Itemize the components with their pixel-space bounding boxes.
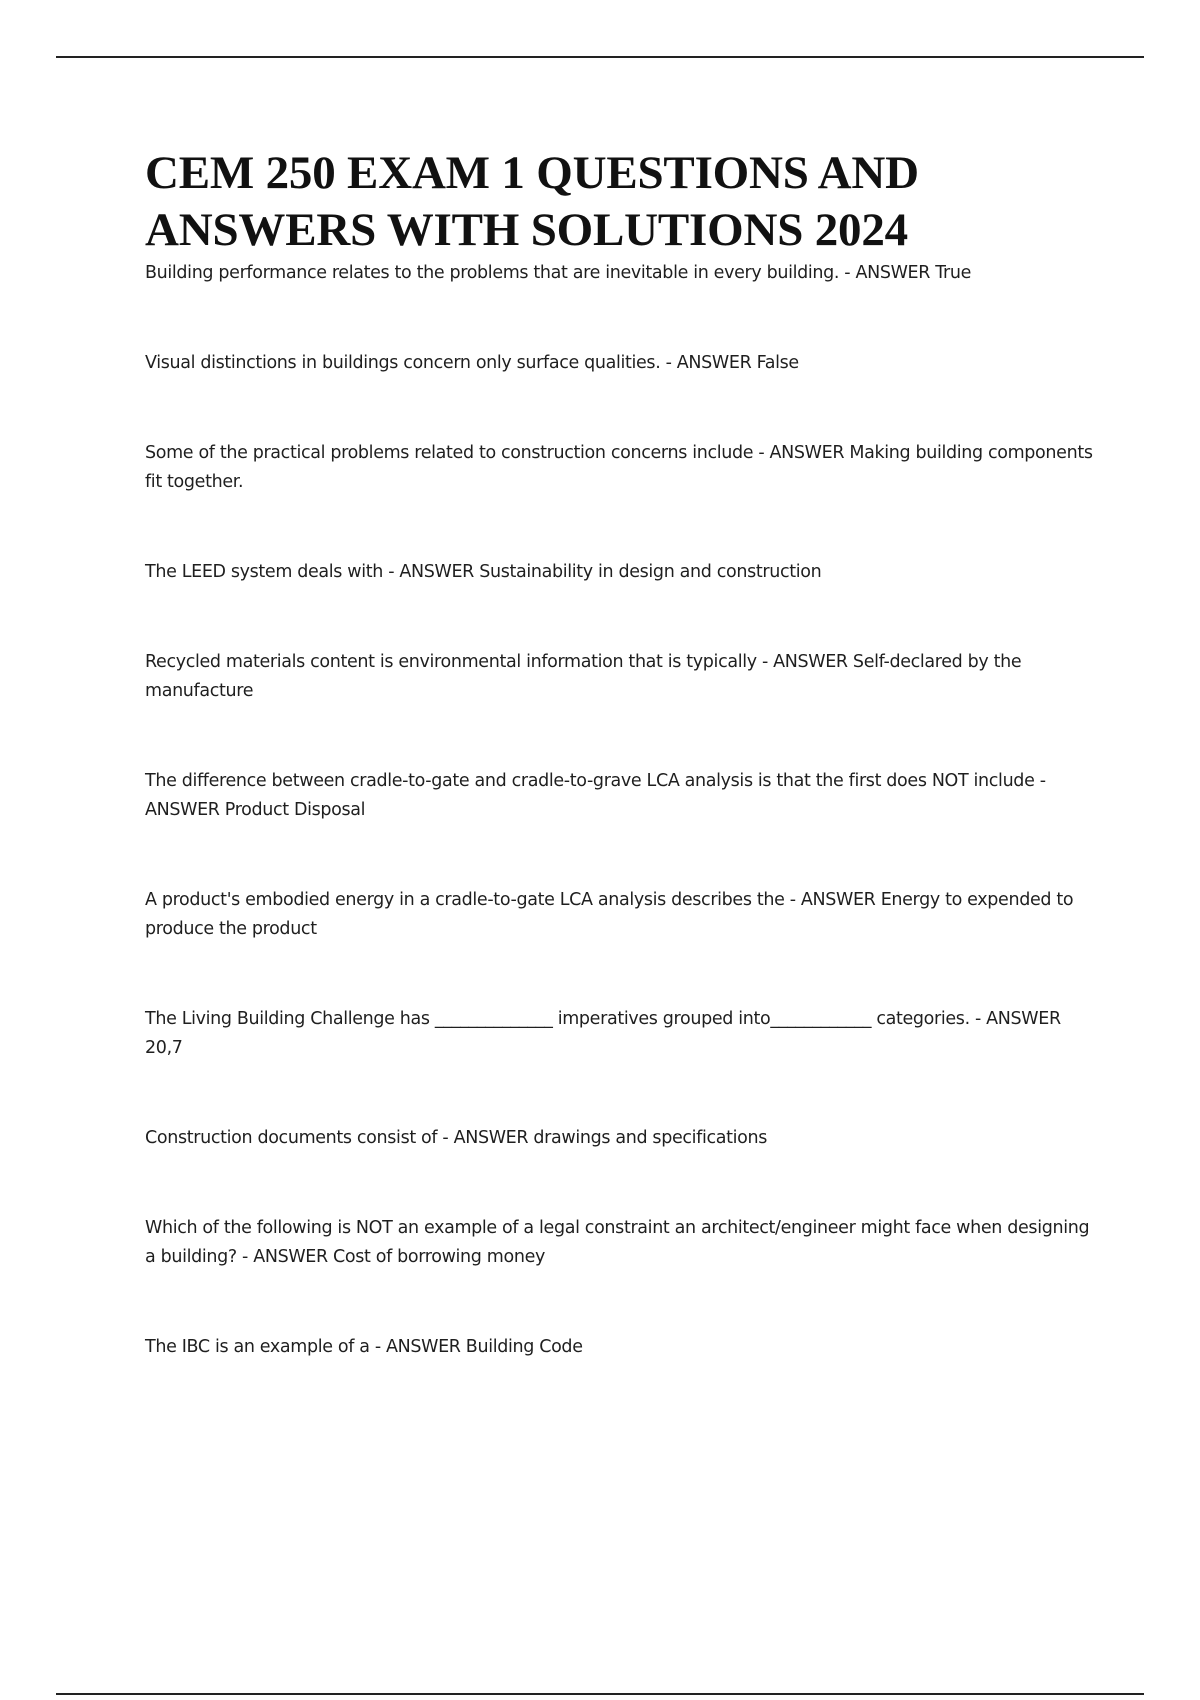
qa-item-6: The difference between cradle-to-gate and cradle-to-grave LCA analysis is that the first does NOT include - ANSWER Product Disposal xyxy=(145,771,1046,820)
qa-item-1: Building performance relates to the problems that are inevitable in every building. - ANSWER True xyxy=(145,263,972,283)
qa-item-3: Some of the practical problems related to construction concerns include - ANSWER Making building components fit together. xyxy=(145,443,1093,492)
qa-item-5: Recycled materials content is environmental information that is typically - ANSWER Self-declared by the manufacture xyxy=(145,652,1022,701)
qa-item-9: Construction documents consist of - ANSWER drawings and specifications xyxy=(145,1128,768,1148)
top-divider xyxy=(56,56,1144,58)
qa-item-11: The IBC is an example of a - ANSWER Building Code xyxy=(145,1337,583,1357)
qa-item-8: The Living Building Challenge has ______________ imperatives grouped into____________ categories. - ANSWER 20,7 xyxy=(145,1009,1061,1058)
bottom-divider xyxy=(56,1693,1144,1695)
document-page xyxy=(145,145,1095,1362)
qa-item-10: Which of the following is NOT an example of a legal constraint an architect/engineer might face when designing a building? - ANSWER Cost of borrowing money xyxy=(145,1218,1090,1267)
qa-item-2: Visual distinctions in buildings concern only surface qualities. - ANSWER False xyxy=(145,353,799,373)
qa-item-7: A product's embodied energy in a cradle-to-gate LCA analysis describes the - ANSWER Energy to expended to produce the product xyxy=(145,890,1074,939)
document-title: CEM 250 EXAM 1 QUESTIONS AND ANSWERS WITH SOLUTIONS 2024 xyxy=(145,147,919,256)
question-answer-list xyxy=(145,259,1095,1362)
qa-item-4: The LEED system deals with - ANSWER Sustainability in design and construction xyxy=(145,562,822,582)
